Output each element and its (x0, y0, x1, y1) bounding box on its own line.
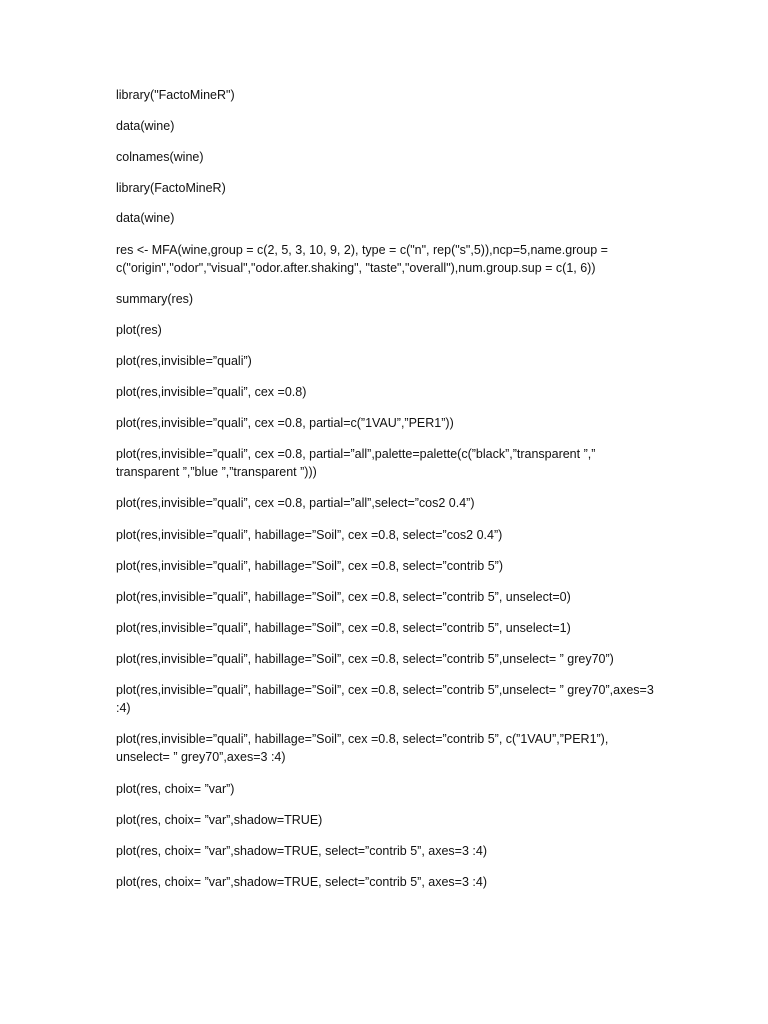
code-line: plot(res,invisible=”quali”, cex =0.8, partial=c(”1VAU”,”PER1”)) (116, 416, 454, 430)
code-line: data(wine) (116, 119, 175, 133)
code-line: plot(res, choix= ”var”,shadow=TRUE, select=”contrib 5”, axes=3 :4) (116, 844, 487, 858)
code-line: plot(res,invisible=”quali”) (116, 354, 252, 368)
code-line: plot(res,invisible=”quali”, habillage=”Soil”, cex =0.8, select=”cos2 0.4”) (116, 528, 503, 542)
code-line: plot(res, choix= ”var”) (116, 782, 235, 796)
code-line: plot(res, choix= ”var”,shadow=TRUE, select=”contrib 5”, axes=3 :4) (116, 875, 487, 889)
code-line: plot(res,invisible=”quali”, habillage=”Soil”, cex =0.8, select=”contrib 5”, unselect=1) (116, 621, 571, 635)
code-line: summary(res) (116, 292, 194, 306)
code-line: plot(res,invisible=”quali”, habillage=”Soil”, cex =0.8, select=”contrib 5”, c(”1VAU”,”PER1”), unselect= ” grey70”,axes=3 :4) (116, 732, 612, 764)
code-line: plot(res,invisible=”quali”, cex =0.8) (116, 385, 307, 399)
code-line: plot(res,invisible=”quali”, cex =0.8, partial=”all”,select=”cos2 0.4”) (116, 496, 475, 510)
code-line: library(FactoMineR) (116, 181, 226, 195)
code-line: plot(res,invisible=”quali”, habillage=”Soil”, cex =0.8, select=”contrib 5”, unselect=0) (116, 590, 571, 604)
code-line: data(wine) (116, 211, 175, 225)
code-line: plot(res,invisible=”quali”, habillage=”Soil”, cex =0.8, select=”contrib 5”,unselect= ” grey70”,axes=3 :4) (116, 683, 658, 715)
code-line: library("FactoMineR") (116, 88, 235, 102)
code-line: colnames(wine) (116, 150, 204, 164)
code-line: plot(res,invisible=”quali”, habillage=”Soil”, cex =0.8, select=”contrib 5”) (116, 559, 503, 573)
code-line: plot(res,invisible=”quali”, habillage=”Soil”, cex =0.8, select=”contrib 5”,unselect= ” grey70”) (116, 652, 614, 666)
code-line: res <- MFA(wine,group = c(2, 5, 3, 10, 9, 2), type = c("n", rep("s",5)),ncp=5,name.group = c("origin","odor","visual","odor.after.shaking", "taste","overall"),num.group.sup = c(1, 6)) (116, 243, 612, 275)
code-line: plot(res) (116, 323, 162, 337)
code-line: plot(res,invisible=”quali”, cex =0.8, partial=”all”,palette=palette(c(”black”,”transparent ”,” transparent ”,”blue ”,”transparent ”))) (116, 447, 599, 479)
code-line: plot(res, choix= ”var”,shadow=TRUE) (116, 813, 323, 827)
